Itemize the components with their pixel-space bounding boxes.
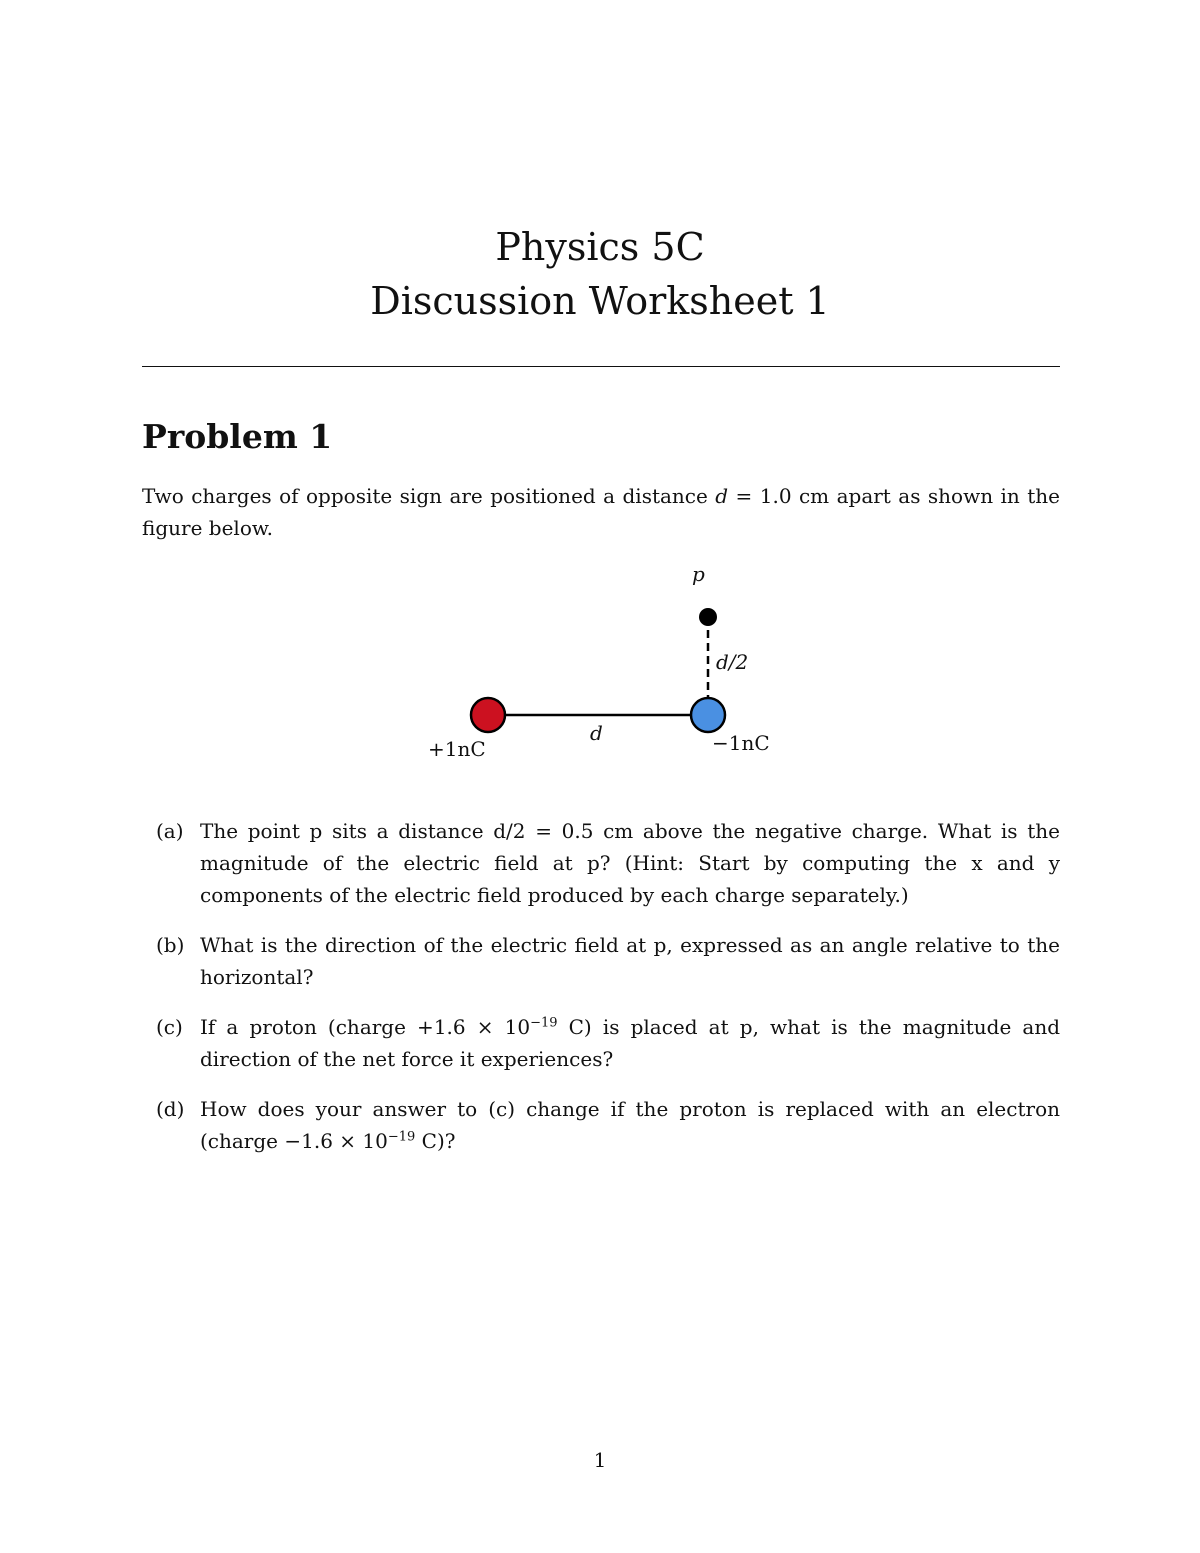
negative-charge-label: −1nC [712,731,770,755]
horizontal-distance-label: d [590,721,603,745]
question-c-exponent: −19 [530,1015,558,1031]
problem-heading: Problem 1 [142,417,333,456]
question-a-letter: (a) [156,819,184,843]
question-list [142,815,1060,1175]
question-c-text-after: C) is placed at p, what is the magnitude and direction of the net force it experiences? [200,1015,1060,1071]
problem-intro [142,480,1060,544]
negative-charge [691,698,725,732]
question-c-letter: (c) [156,1015,183,1039]
positive-charge-label: +1nC [428,737,486,761]
intro-text-part2: = 1.0 cm apart as shown in the figure below. [142,484,1060,540]
question-a [142,815,1060,911]
point-p-label: p [692,562,705,586]
worksheet-title: Discussion Worksheet 1 [370,279,830,323]
charge-diagram [0,555,1200,775]
title-divider [142,366,1060,367]
intro-variable: d [715,484,729,508]
question-c [142,1011,1060,1075]
question-d-text-before: How does your answer to (c) change if the proton is replaced with an electron (charge −1.6 × 10 [200,1097,1060,1153]
worksheet-course-title: Physics 5C [495,225,705,269]
positive-charge [471,698,505,732]
question-b-text: What is the direction of the electric field at p, expressed as an angle relative to the horizontal? [200,933,1060,989]
question-a-text: The point p sits a distance d/2 = 0.5 cm above the negative charge. What is the magnitude of the electric field at p? (Hint: Start by computing the x and y components of the electric field produced by each charge separately.) [200,819,1060,907]
question-b [142,929,1060,993]
vertical-distance-label: d/2 [716,650,749,674]
page-number: 1 [593,1448,607,1472]
point-p-marker [699,608,717,626]
intro-text-part1: Two charges of opposite sign are positioned a distance [142,484,716,508]
question-d [142,1093,1060,1157]
question-c-text-before: If a proton (charge +1.6 × 10 [200,1015,531,1039]
question-d-text-after: C)? [415,1129,456,1153]
question-b-letter: (b) [156,933,185,957]
question-d-exponent: −19 [387,1129,416,1145]
question-d-letter: (d) [156,1097,185,1121]
